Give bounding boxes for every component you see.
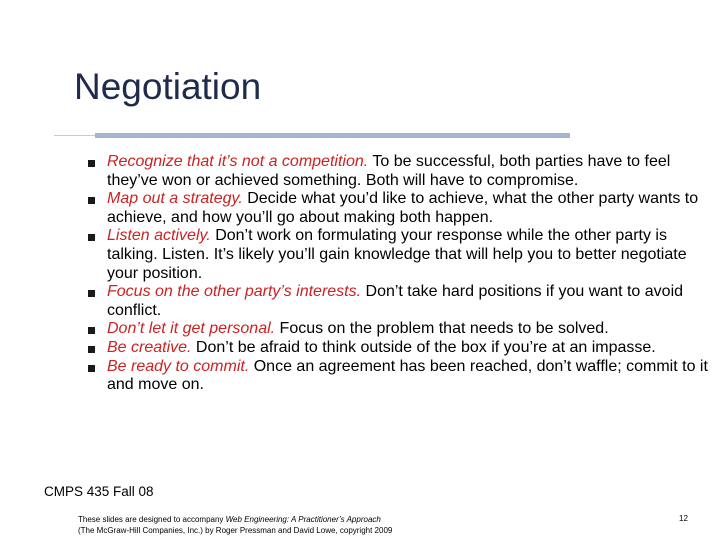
bullet-text (107, 339, 708, 358)
bullet-lead: Listen actively. (107, 227, 211, 245)
bullet-item (88, 320, 708, 339)
bullet-item (88, 358, 708, 395)
course-label: CMPS 435 Fall 08 (44, 484, 154, 499)
bullet-body: Don’t be afraid to think outside of the box if you’re at an impasse. (191, 338, 656, 356)
title-underline (95, 133, 570, 138)
bullet-text (107, 358, 708, 395)
bullet-lead: Focus on the other party’s interests. (107, 283, 362, 301)
bullet-item (88, 153, 708, 190)
bullet-lead: Recognize that it’s not a competition. (107, 153, 369, 170)
bullet-lead: Map out a strategy. (107, 190, 243, 208)
bullet-text (107, 153, 708, 190)
bullet-body: To be successful, both parties have to feel they’ve won or achieved something. Both will have to compromise. (107, 153, 671, 189)
square-bullet-icon (88, 365, 95, 372)
bullet-item (88, 227, 708, 283)
bullet-item (88, 283, 708, 320)
slide-title: Negotiation (74, 66, 262, 107)
bullet-text (107, 283, 708, 320)
square-bullet-icon (88, 160, 95, 167)
bullet-body: Don’t take hard positions if you want to avoid conflict. (107, 283, 684, 319)
bullet-body: Decide what you’d like to achieve, what the other party wants to achieve, and how you’ll go about making both happen. (107, 190, 699, 226)
square-bullet-icon (88, 327, 95, 334)
square-bullet-icon (88, 197, 95, 204)
bullet-lead: Don’t let it get personal. (107, 320, 276, 338)
square-bullet-icon (88, 346, 95, 353)
bullet-text (107, 190, 708, 227)
bullet-item (88, 339, 708, 358)
title-underline-thin (54, 135, 95, 136)
bullet-lead: Be creative. (107, 338, 192, 356)
square-bullet-icon (88, 290, 95, 297)
bullet-list (88, 153, 708, 395)
footer-prefix: These slides are designed to accompany (78, 515, 226, 524)
footer-note (78, 514, 498, 536)
square-bullet-icon (88, 234, 95, 241)
bullet-lead: Be ready to commit. (107, 357, 250, 375)
bullet-body: Don’t work on formulating your response while the other party is talking. Listen. It’s likely you’ll gain knowledge that will help you to better negotiate your position. (107, 227, 687, 282)
bullet-body: Focus on the problem that needs to be solved. (275, 320, 609, 338)
bullet-text (107, 227, 708, 283)
page-number: 12 (679, 514, 688, 523)
footer-line2: (The McGraw-Hill Companies, Inc.) by Roger Pressman and David Lowe, copyright 2009 (78, 526, 393, 535)
bullet-item (88, 190, 708, 227)
bullet-text (107, 320, 708, 339)
bullet-body: Once an agreement has been reached, don’t waffle; commit to it and move on. (107, 357, 708, 394)
footer-book-title: Web Engineering: A Practitioner’s Approach (225, 515, 381, 524)
